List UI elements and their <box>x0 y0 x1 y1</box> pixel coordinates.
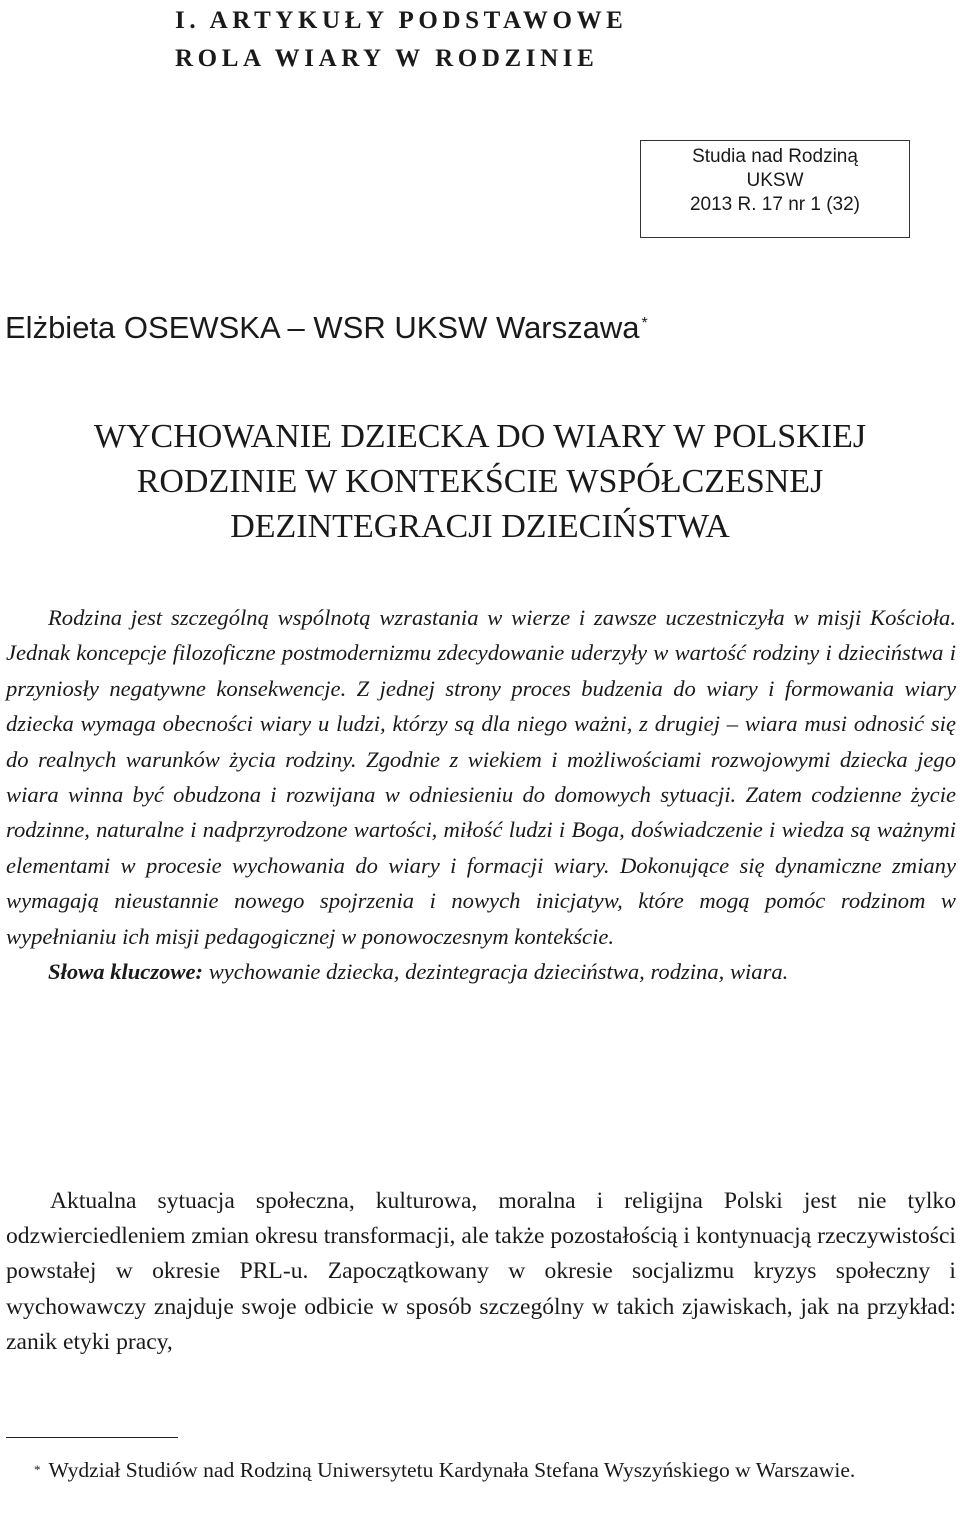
author-name: Elżbieta OSEWSKA – WSR UKSW Warszawa <box>5 310 640 345</box>
journal-volume: 2013 R. 17 nr 1 (32) <box>689 194 861 215</box>
section-title: I. ARTYKUŁY PODSTAWOWE <box>175 7 628 34</box>
keywords-text: wychowanie dziecka, dezintegracja dzieciństwa, rodzina, wiara. <box>203 959 789 985</box>
abstract <box>6 600 956 989</box>
journal-info-box <box>640 140 910 238</box>
abstract-text: Rodzina jest szczególną wspólnotą wzrastania w wierze i zawsze uczestniczyła w misji Kościoła. Jednak koncepcje filozoficzne postmodernizmu zdecydowanie uderzyły w wartość rodziny i dzieciństwa i przyniosły negatywne konsekwencje. Z jednej strony proces budzenia do wiary i formowania wiary dziecka wymaga obecności wiary u ludzi, którzy są dla niego ważni, z drugiej – wiara musi odnosić się do realnych warunków życia rodziny. Zgodnie z wiekiem i możliwościami rozwojowymi dziecka jego wiara winna być obudzona i rozwijana w odniesieniu do domowych sytuacji. Zatem codzienne życie rodzinne, naturalne i nadprzyrodzone wartości, miłość ludzi i Boga, doświadczenie i wiedza są ważnymi elementami w procesie wychowania do wiary i formacji wiary. Dokonujące się dynamiczne zmiany wymagają nieustannie nowego spojrzenia i nowych inicjatyw, które mogą pomóc rodzinom w wypełnianiu ich misji pedagogicznej w ponowoczesnym kontekście. <box>6 605 956 949</box>
author-line <box>5 304 648 352</box>
author-footnote-marker: * <box>641 315 648 332</box>
title-line-1: WYCHOWANIE DZIECKA DO WIARY W POLSKIEJ <box>93 418 867 455</box>
body-paragraph: Aktualna sytuacja społeczna, kulturowa, moralna i religijna Polski jest nie tylko odzwierciedleniem zmian okresu transformacji, ale także pozostałością i kontynuacją rzeczywistości powstałej w okresie PRL-u. Zapoczątkowany w okresie socjalizmu kryzys społeczny i wychowawczy znajduje swoje odbicie w sposób szczególny w takich zjawiskach, jak na przykład: zanik etyki pracy, <box>6 1188 956 1355</box>
section-subtitle: ROLA WIARY W RODZINIE <box>175 45 599 72</box>
section-header <box>175 2 775 78</box>
footnote-text: Wydział Studiów nad Rodziną Uniwersytetu Kardynała Stefana Wyszyńskiego w Warszawie. <box>48 1458 856 1482</box>
body-text <box>6 1184 956 1360</box>
title-line-2: RODZINIE W KONTEKŚCIE WSPÓŁCZESNEJ <box>136 463 824 500</box>
journal-name: Studia nad Rodziną <box>692 146 858 167</box>
footnote <box>6 1454 956 1486</box>
keywords-label: Słowa kluczowe: <box>48 959 204 985</box>
keywords <box>6 954 956 989</box>
journal-publisher: UKSW <box>746 170 804 191</box>
article-title <box>0 414 960 549</box>
title-line-3: DEZINTEGRACJI DZIECIŃSTWA <box>230 508 730 545</box>
footnote-marker: * <box>34 1462 41 1477</box>
footnote-divider <box>6 1437 178 1438</box>
